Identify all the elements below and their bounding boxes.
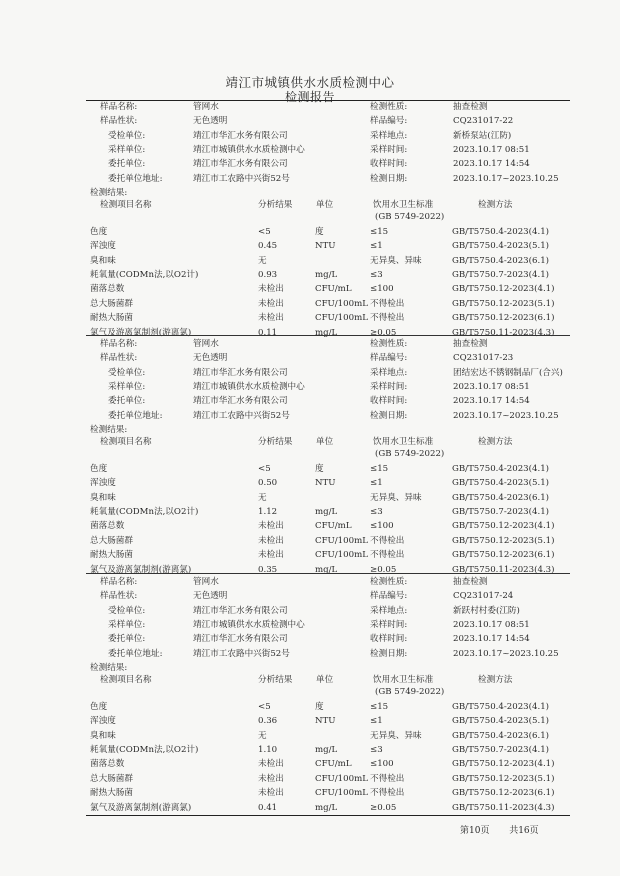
cell-result: 0.93 (258, 270, 278, 280)
info-label: 样品名称: (100, 339, 138, 349)
results-heading: 检测结果: (90, 662, 128, 673)
cell-result: 无 (258, 730, 267, 741)
cell-std: ≤1 (370, 478, 383, 489)
info-label: 采样时间: (370, 619, 408, 630)
info-label: 样品性状: (100, 591, 138, 602)
cell-method: GB/T5750.11-2023(4.3) (452, 802, 555, 813)
cell-unit: mg/L (315, 564, 338, 575)
info-label: 收样时间: (370, 396, 408, 407)
info-value: 管网水 (193, 102, 219, 112)
info-label: 样品编号: (370, 116, 408, 127)
info-label: 受检单位: (108, 367, 146, 378)
info-value: 2023.10.17~2023.10.25 (453, 173, 559, 184)
cell-result: 未检出 (258, 535, 284, 546)
info-value: 管网水 (193, 577, 219, 587)
info-label: 样品编号: (370, 353, 408, 364)
cell-result: 未检出 (258, 298, 284, 309)
cell-unit: mg/L (315, 327, 338, 338)
info-value: 2023.10.17 08:51 (453, 381, 530, 392)
info-value: 靖江市工农路中兴街52号 (193, 173, 290, 184)
col-header-unit: 单位 (316, 436, 334, 447)
cell-method: GB/T5750.12-2023(4.1) (452, 284, 555, 295)
cell-method: GB/T5750.12-2023(5.1) (452, 773, 555, 784)
cell-result: 未检出 (258, 550, 284, 561)
cell-result: 未检出 (258, 773, 284, 784)
cell-result: 未检出 (258, 788, 284, 799)
cell-item: 耐热大肠菌 (90, 550, 133, 561)
page-total: 共16页 (509, 826, 539, 836)
col-header-std: 饮用水卫生标准 (373, 436, 434, 447)
cell-item: 浑浊度 (90, 716, 116, 727)
cell-method: GB/T5750.4-2023(5.1) (452, 716, 550, 727)
info-label: 采样单位: (108, 144, 146, 155)
cell-unit: 度 (315, 701, 324, 712)
info-label: 检测日期: (370, 173, 408, 184)
cell-std: 不得检出 (370, 298, 405, 309)
cell-unit: CFU/100mL (315, 550, 368, 561)
info-label: 委托单位: (108, 396, 146, 407)
info-value: 新跃村村委(江防) (453, 605, 520, 616)
cell-item: 色度 (90, 463, 108, 474)
info-value: CQ231017-24 (453, 591, 514, 602)
info-value: 抽查检测 (453, 577, 488, 587)
info-label: 收样时间: (370, 159, 408, 170)
cell-unit: CFU/mL (315, 521, 352, 532)
cell-std: ≤15 (370, 463, 389, 474)
info-value: 无色透明 (193, 591, 228, 602)
info-label: 样品名称: (100, 102, 138, 112)
info-value: 2023.10.17 14:54 (453, 159, 530, 170)
cell-method: GB/T5750.11-2023(4.3) (452, 327, 555, 338)
info-label: 受检单位: (108, 605, 146, 616)
cell-unit: mg/L (315, 507, 338, 517)
cell-std: ≤3 (370, 507, 383, 517)
cell-method: GB/T5750.12-2023(6.1) (452, 313, 555, 324)
cell-method: GB/T5750.12-2023(5.1) (452, 535, 555, 546)
cell-result: 未检出 (258, 284, 284, 295)
col-header-method: 检测方法 (478, 199, 513, 210)
cell-method: GB/T5750.12-2023(6.1) (452, 550, 555, 561)
cell-unit: CFU/100mL (315, 788, 368, 799)
info-value: 靖江市华汇水务有限公司 (193, 605, 288, 616)
cell-item: 菌落总数 (90, 284, 125, 295)
info-value: 2023.10.17 14:54 (453, 396, 530, 407)
results-heading: 检测结果: (90, 424, 128, 435)
cell-unit: NTU (315, 478, 336, 489)
cell-unit: CFU/100mL (315, 313, 368, 324)
col-header-std2: (GB 5749-2022) (375, 448, 445, 459)
info-value: 靖江市华汇水务有限公司 (193, 130, 288, 141)
col-header-std2: (GB 5749-2022) (375, 211, 445, 222)
info-label: 委托单位: (108, 159, 146, 170)
cell-method: GB/T5750.7-2023(4.1) (452, 745, 550, 755)
info-value: 靖江市华汇水务有限公司 (193, 396, 288, 407)
footer-divider (86, 815, 570, 816)
cell-std: ≤3 (370, 270, 383, 280)
info-label: 检测性质: (370, 577, 408, 587)
cell-unit: 度 (315, 463, 324, 474)
cell-result: 0.11 (258, 327, 278, 338)
cell-item: 耗氧量(CODMn法,以O2计) (90, 507, 199, 517)
info-label: 受检单位: (108, 130, 146, 141)
cell-item: 氯气及游离氯制剂(游离氯) (90, 802, 192, 813)
info-value: 管网水 (193, 339, 219, 349)
cell-std: ≤3 (370, 745, 383, 755)
info-value: 2023.10.17~2023.10.25 (453, 648, 559, 659)
cell-std: 无异臭、异味 (370, 255, 422, 266)
cell-method: GB/T5750.11-2023(4.3) (452, 564, 555, 575)
cell-unit: CFU/100mL (315, 773, 368, 784)
cell-item: 耐热大肠菌 (90, 788, 133, 799)
cell-method: GB/T5750.4-2023(4.1) (452, 226, 550, 237)
cell-result: 0.50 (258, 478, 278, 489)
cell-std: ≤15 (370, 226, 389, 237)
page-number: 第10页 (460, 826, 490, 836)
org-title: 靖江市城镇供水水质检测中心 (225, 75, 395, 90)
info-value: 2023.10.17 14:54 (453, 634, 530, 645)
cell-method: GB/T5750.12-2023(4.1) (452, 521, 555, 532)
info-label: 样品性状: (100, 116, 138, 127)
cell-item: 总大肠菌群 (90, 535, 133, 546)
info-label: 检测日期: (370, 410, 408, 421)
cell-item: 菌落总数 (90, 759, 125, 770)
info-value: 团结宏达不锈钢制品厂(合兴) (453, 367, 563, 378)
cell-std: 不得检出 (370, 313, 405, 324)
info-value: CQ231017-23 (453, 353, 514, 364)
cell-method: GB/T5750.12-2023(5.1) (452, 298, 555, 309)
cell-result: <5 (258, 701, 271, 712)
info-label: 检测性质: (370, 339, 408, 349)
col-header-method: 检测方法 (478, 674, 513, 685)
info-value: 靖江市城镇供水水质检测中心 (193, 619, 305, 630)
cell-unit: mg/L (315, 802, 338, 813)
cell-std: 无异臭、异味 (370, 730, 422, 741)
cell-result: 0.36 (258, 716, 278, 727)
info-value: 靖江市工农路中兴街52号 (193, 410, 290, 421)
col-header-method: 检测方法 (478, 436, 513, 447)
info-value: CQ231017-22 (453, 116, 514, 127)
cell-unit: mg/L (315, 745, 338, 755)
info-value: 无色透明 (193, 353, 228, 364)
cell-method: GB/T5750.4-2023(6.1) (452, 255, 550, 266)
cell-method: GB/T5750.4-2023(5.1) (452, 241, 550, 252)
cell-std: ≤100 (370, 521, 394, 532)
section-divider (86, 573, 570, 574)
cell-method: GB/T5750.7-2023(4.1) (452, 270, 550, 280)
info-value: 新桥泵站(江防) (453, 130, 512, 141)
cell-result: 0.35 (258, 564, 278, 575)
info-value: 靖江市华汇水务有限公司 (193, 159, 288, 170)
info-value: 靖江市华汇水务有限公司 (193, 634, 288, 645)
cell-result: <5 (258, 226, 271, 237)
section-divider (86, 335, 570, 336)
col-header-std: 饮用水卫生标准 (373, 199, 434, 210)
cell-method: GB/T5750.4-2023(6.1) (452, 730, 550, 741)
cell-item: 耗氧量(CODMn法,以O2计) (90, 270, 199, 280)
cell-unit: 度 (315, 226, 324, 237)
info-value: 靖江市工农路中兴街52号 (193, 648, 290, 659)
cell-method: GB/T5750.4-2023(4.1) (452, 463, 550, 474)
info-value: 抽查检测 (453, 339, 488, 349)
info-value: 靖江市城镇供水水质检测中心 (193, 381, 305, 392)
cell-unit: CFU/100mL (315, 298, 368, 309)
col-header-std: 饮用水卫生标准 (373, 674, 434, 685)
info-value: 2023.10.17 08:51 (453, 619, 530, 630)
cell-std: ≤15 (370, 701, 389, 712)
cell-item: 氯气及游离氯制剂(游离氯) (90, 327, 192, 338)
cell-result: 未检出 (258, 313, 284, 324)
cell-item: 臭和味 (90, 255, 116, 266)
page-footer (460, 823, 539, 836)
cell-std: ≥0.05 (370, 327, 397, 338)
cell-method: GB/T5750.4-2023(4.1) (452, 701, 550, 712)
cell-unit: CFU/100mL (315, 535, 368, 546)
cell-item: 耐热大肠菌 (90, 313, 133, 324)
col-header-unit: 单位 (316, 199, 334, 210)
cell-result: 无 (258, 255, 267, 266)
cell-method: GB/T5750.12-2023(6.1) (452, 788, 555, 799)
cell-item: 总大肠菌群 (90, 298, 133, 309)
info-label: 样品编号: (370, 591, 408, 602)
col-header-result: 分析结果 (258, 674, 293, 685)
info-label: 委托单位地址: (108, 648, 163, 659)
cell-std: ≤1 (370, 241, 383, 252)
info-label: 委托单位地址: (108, 173, 163, 184)
info-value: 无色透明 (193, 116, 228, 127)
info-label: 采样地点: (370, 367, 408, 378)
col-header-result: 分析结果 (258, 436, 293, 447)
info-label: 收样时间: (370, 634, 408, 645)
cell-item: 浑浊度 (90, 241, 116, 252)
cell-result: 未检出 (258, 521, 284, 532)
cell-result: <5 (258, 463, 271, 474)
cell-method: GB/T5750.4-2023(5.1) (452, 478, 550, 489)
info-value: 靖江市华汇水务有限公司 (193, 367, 288, 378)
cell-result: 1.10 (258, 745, 278, 755)
cell-result: 0.41 (258, 802, 278, 813)
cell-std: ≤100 (370, 759, 394, 770)
cell-item: 菌落总数 (90, 521, 125, 532)
cell-item: 臭和味 (90, 730, 116, 741)
cell-unit: mg/L (315, 270, 338, 280)
cell-std: 无异臭、异味 (370, 492, 422, 503)
info-label: 采样时间: (370, 144, 408, 155)
cell-item: 耗氧量(CODMn法,以O2计) (90, 745, 199, 755)
cell-method: GB/T5750.4-2023(6.1) (452, 492, 550, 503)
cell-item: 色度 (90, 226, 108, 237)
cell-std: 不得检出 (370, 535, 405, 546)
cell-std: 不得检出 (370, 550, 405, 561)
cell-item: 浑浊度 (90, 478, 116, 489)
info-label: 检测日期: (370, 648, 408, 659)
report-title: 检测报告 (284, 90, 335, 104)
info-value: 2023.10.17 08:51 (453, 144, 530, 155)
header-divider (86, 100, 570, 101)
cell-item: 色度 (90, 701, 108, 712)
info-value: 靖江市城镇供水水质检测中心 (193, 144, 305, 155)
info-value: 抽查检测 (453, 102, 488, 112)
cell-unit: CFU/mL (315, 284, 352, 295)
cell-std: 不得检出 (370, 773, 405, 784)
info-label: 采样时间: (370, 381, 408, 392)
cell-std: ≤1 (370, 716, 383, 727)
info-label: 样品性状: (100, 353, 138, 364)
cell-result: 无 (258, 492, 267, 503)
info-label: 委托单位地址: (108, 410, 163, 421)
info-label: 采样单位: (108, 381, 146, 392)
info-label: 采样地点: (370, 605, 408, 616)
cell-std: ≥0.05 (370, 564, 397, 575)
col-header-result: 分析结果 (258, 199, 293, 210)
cell-unit: NTU (315, 716, 336, 727)
cell-item: 臭和味 (90, 492, 116, 503)
results-heading: 检测结果: (90, 187, 128, 198)
cell-item: 总大肠菌群 (90, 773, 133, 784)
cell-result: 1.12 (258, 507, 278, 517)
info-label: 检测性质: (370, 102, 408, 112)
info-value: 2023.10.17~2023.10.25 (453, 410, 559, 421)
info-label: 委托单位: (108, 634, 146, 645)
cell-method: GB/T5750.7-2023(4.1) (452, 507, 550, 517)
cell-std: 不得检出 (370, 788, 405, 799)
col-header-item: 检测项目名称 (100, 436, 152, 447)
col-header-unit: 单位 (316, 674, 334, 685)
col-header-item: 检测项目名称 (100, 674, 152, 685)
col-header-item: 检测项目名称 (100, 199, 152, 210)
cell-result: 0.45 (258, 241, 278, 252)
col-header-std2: (GB 5749-2022) (375, 686, 445, 697)
cell-std: ≥0.05 (370, 802, 397, 813)
cell-unit: CFU/mL (315, 759, 352, 770)
cell-method: GB/T5750.12-2023(4.1) (452, 759, 555, 770)
cell-result: 未检出 (258, 759, 284, 770)
cell-std: ≤100 (370, 284, 394, 295)
info-label: 样品名称: (100, 577, 138, 587)
cell-item: 氯气及游离氯制剂(游离氯) (90, 564, 192, 575)
cell-unit: NTU (315, 241, 336, 252)
info-label: 采样单位: (108, 619, 146, 630)
info-label: 采样地点: (370, 130, 408, 141)
